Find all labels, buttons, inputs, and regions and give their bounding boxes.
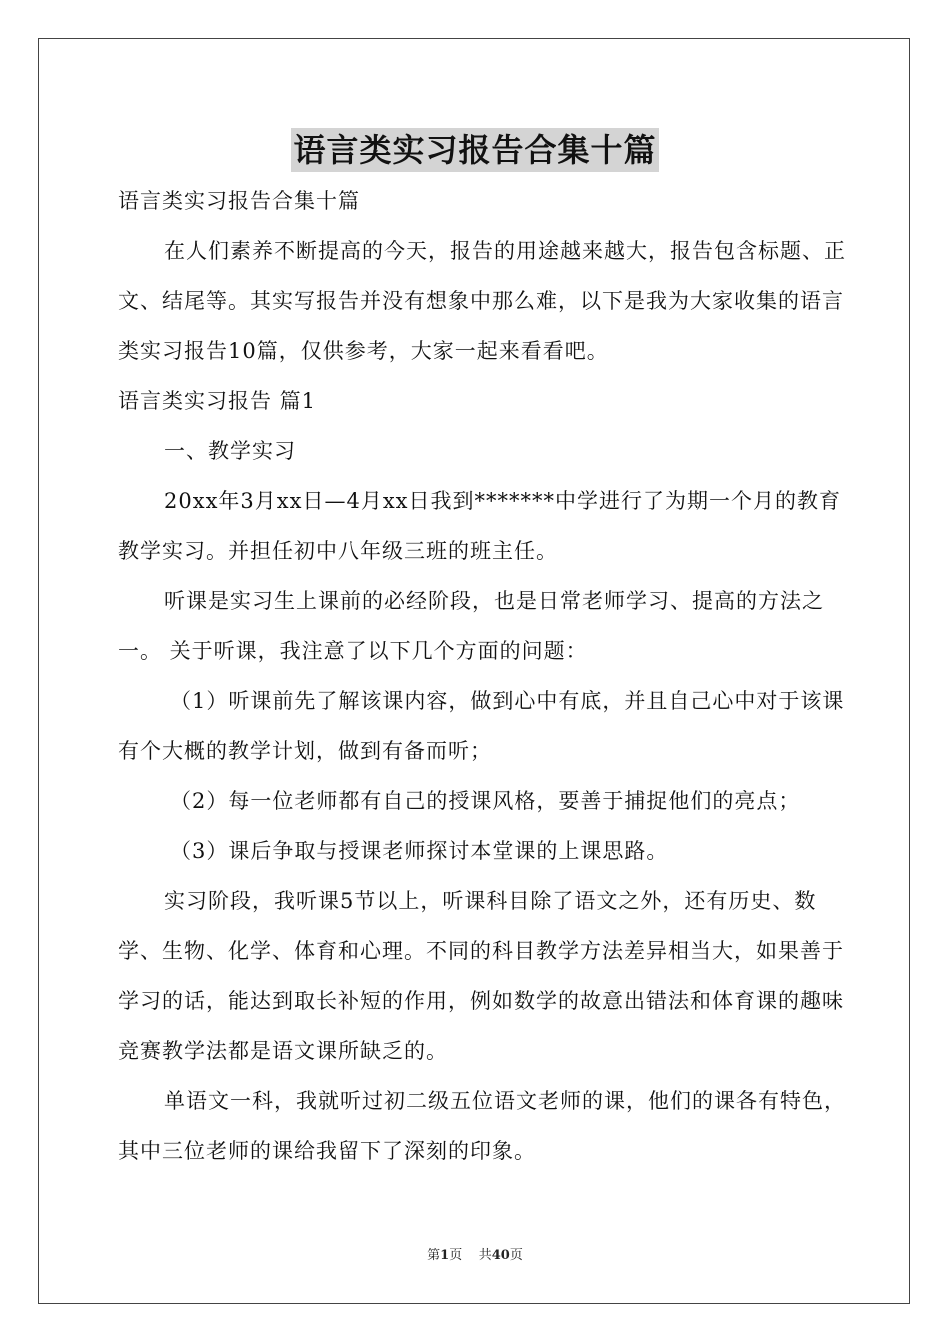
body-paragraph: 单语文一科，我就听过初二级五位语文老师的课，他们的课各有特色，其中三位老师的课给我留下了深刻的印象。	[118, 1089, 846, 1163]
page-suffix: 页	[449, 1248, 463, 1263]
list-item: （2）每一位老师都有自己的授课风格，要善于捕捉他们的亮点；	[170, 789, 801, 813]
list-item: （1）听课前先了解该课内容，做到心中有底，并且自己心中对于该课有个大概的教学计划，做到有备而听；	[118, 689, 845, 763]
subtitle-line: 语言类实习报告合集十篇	[118, 189, 360, 213]
body-paragraph: 听课是实习生上课前的必经阶段，也是日常老师学习、提高的方法之一。 关于听课，我注意了以下几个方面的问题：	[118, 589, 824, 663]
subsection-heading: 一、教学实习	[164, 439, 296, 463]
body-paragraph: 20xx年3月xx日—4月xx日我到*******中学进行了为期一个月的教育教学实习。并担任初中八年级三班的班主任。	[118, 489, 842, 563]
intro-paragraph: 在人们素养不断提高的今天，报告的用途越来越大，报告包含标题、正文、结尾等。其实写报告并没有想象中那么难，以下是我为大家收集的语言类实习报告10篇，仅供参考，大家一起来看看吧。	[118, 239, 846, 363]
page-number: 1	[440, 1248, 450, 1263]
page-prefix: 第	[427, 1248, 441, 1263]
total-prefix: 共	[478, 1248, 492, 1263]
section-heading: 语言类实习报告 篇1	[118, 389, 317, 413]
total-suffix: 页	[509, 1248, 523, 1263]
document-body	[118, 176, 858, 1176]
total-pages: 40	[491, 1248, 510, 1263]
title-container	[0, 128, 950, 172]
body-paragraph: 实习阶段，我听课5节以上，听课科目除了语文之外，还有历史、数学、生物、化学、体育和心理。不同的科目教学方法差异相当大，如果善于学习的话，能达到取长补短的作用，例如数学的故意出错法和体育课的趣味竞赛教学法都是语文课所缺乏的。	[118, 889, 844, 1063]
list-item: （3）课后争取与授课老师探讨本堂课的上课思路。	[170, 839, 669, 863]
document-title: 语言类实习报告合集十篇	[291, 128, 658, 172]
page-footer	[0, 1244, 950, 1263]
